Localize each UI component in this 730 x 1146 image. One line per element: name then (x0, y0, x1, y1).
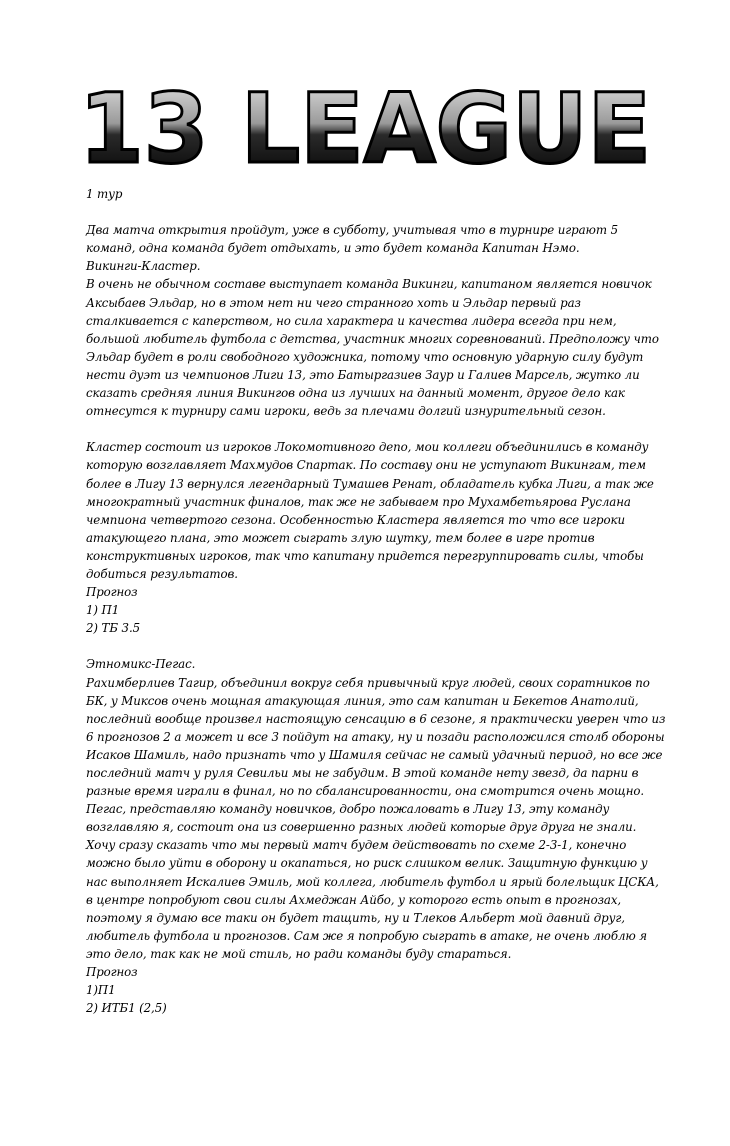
forecast-1-item-1: 1) П1 (86, 603, 120, 618)
forecast-2-item-2: 2) ИТБ1 (2,5) (86, 1001, 167, 1016)
paragraph-cluster: Кластер состоит из игроков Локомотивного депо, мои коллеги объединились в команду которую возглавляет Махмудов Спартак. По составу они не уступают Викингам, тем более в Лигу 13 вернулся легендарный Тумашев Ренат, обладатель кубка Лиги, а так же многократный участник финалов, так же не забываем про Мухамбетьярова Руслана чемпиона четвертого сезона. Особенностью Кластера является то что все игроки атакующего плана, это может сыграть злую шутку, тем более в игре против конструктивных игроков, так что капитану придется перегруппировать силы, чтобы добиться результатов. (86, 440, 654, 581)
article-body (86, 185, 666, 1017)
paragraph-pegas: Пегас, представляю команду новичков, добро пожаловать в Лигу 13, эту команду возглавляю я, состоит она из совершенно разных людей которые друг друга не знали. Хочу сразу сказать что мы первый матч будем действовать по схеме 2-3-1, конечно можно было уйти в оборону и окапаться, но риск слишком велик. Защитную функцию у нас выполняет Искалиев Эмиль, мой коллега, любитель футбол и ярый болельщик ЦСКА, в центре попробуют свои силы Ахмеджан Айбо, у которого есть опыт в прогнозах, поэтому я думаю все таки он будет тащить, ну и Тлеков Альберт мой давний друг, любитель футбола и прогнозов. Сам же я попробую сыграть в атаке, не очень люблю я это дело, так как не мой стиль, но ради команды буду стараться. (86, 802, 659, 961)
logo-text: 13 LEAGUE (79, 80, 651, 180)
forecast-2-item-1: 1)П1 (86, 983, 116, 998)
intro-paragraph: Два матча открытия пройдут, уже в субботу, учитывая что в турнире играют 5 команд, одна команда будет отдыхать, и это будет команда Капитан Нэмо. (86, 223, 618, 256)
match-title-2: Этномикс-Пегас. (86, 657, 196, 672)
forecast-label-1: Прогноз (86, 585, 138, 600)
forecast-1-item-2: 2) ТБ 3.5 (86, 621, 141, 636)
league-logo (76, 80, 654, 180)
forecast-label-2: Прогноз (86, 965, 138, 980)
round-heading: 1 тур (86, 187, 123, 201)
paragraph-vikings: В очень не обычном составе выступает команда Викинги, капитаном является новичок Аксыбаев Эльдар, но в этом нет ни чего странного хоть и Эльдар первый раз сталкивается с каперством, но сила характера и качества лидера всегда при нем, большой любитель футбола с детства, участник многих соревнований. Предположу что Эльдар будет в роли свободного художника, потому что основную ударную силу будут нести дуэт из чемпионов Лиги 13, это Батыргазиев Заур и Галиев Марсель, жутко ли сказать средняя линия Викингов одна из лучших на данный момент, другое дело как отнесутся к турниру сами игроки, ведь за плечами долгий изнурительный сезон. (86, 277, 659, 419)
paragraph-ethnomix: Рахимберлиев Тагир, объединил вокруг себя привычный круг людей, своих соратников по БК, у Миксов очень мощная атакующая линия, это сам капитан и Бекетов Анатолий, последний вообще произвел настоящую сенсацию в 6 сезоне, я практически уверен что из 6 прогнозов 2 а может и все 3 пойдут на атаку, ну и позади расположился столб обороны Исаков Шамиль, надо признать что у Шамиля сейчас не самый удачный период, но все же последний матч у руля Севильи мы не забудим. В этой команде нету звезд, да парни в разные время играли в финал, но по сбалансированности, она смотрится очень мощно. (86, 675, 666, 799)
match-title-1: Викинги-Кластер. (86, 259, 201, 274)
